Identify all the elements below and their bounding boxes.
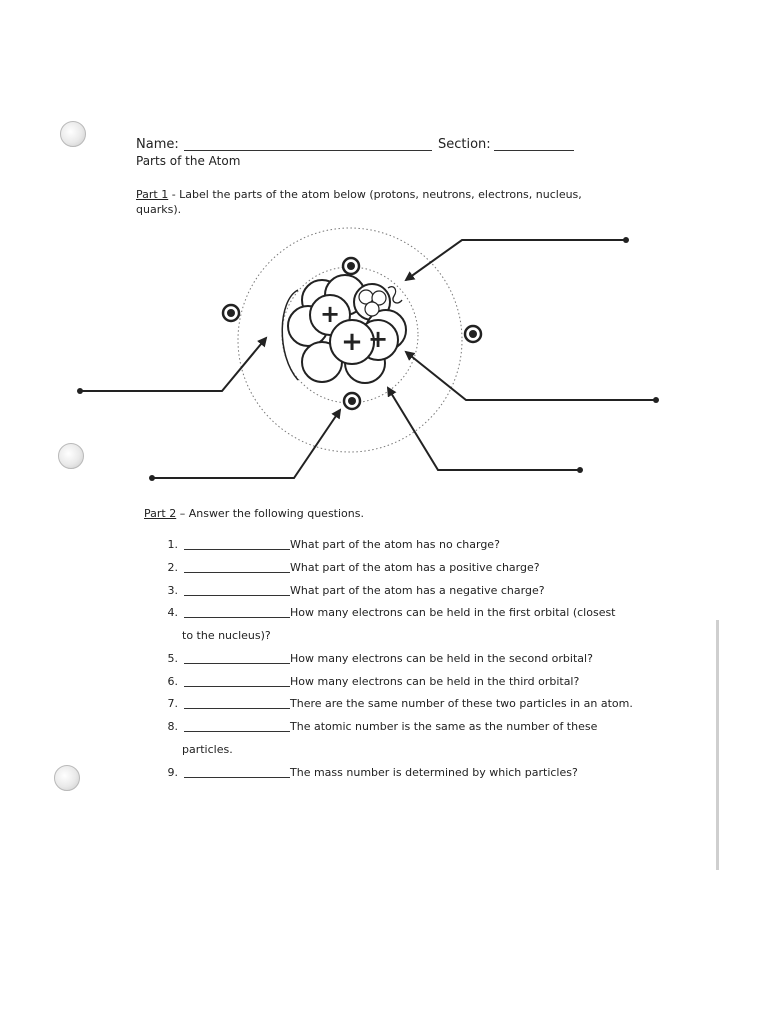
question-text: What part of the atom has a positive charge? [290,561,540,574]
electron [344,393,360,409]
answer-blank[interactable] [184,595,290,596]
part1-instructions-a: - Label the parts of the atom below (protons, neutrons, electrons, nucleus, [168,188,582,201]
proton-plus-sign: + [319,300,341,328]
question-continuation: to the nucleus)? [182,629,271,642]
label-endpoint [653,397,659,403]
worksheet-title: Parts of the Atom [136,154,241,168]
name-label: Name: [136,137,179,152]
question-text: How many electrons can be held in the third orbital? [290,675,580,688]
label-line-bottom-left [152,410,340,478]
section-label: Section: [438,137,491,152]
question-number: 9. [167,766,178,779]
question-number: 3. [167,584,178,597]
question-number: 8. [167,720,178,733]
part2-instructions [144,507,364,520]
answer-blank[interactable] [184,708,290,709]
answer-blank[interactable] [184,777,290,778]
answer-blank[interactable] [184,572,290,573]
part1-instructions-b: quarks). [136,203,182,216]
question-text: There are the same number of these two particles in an atom. [290,697,633,710]
electron [465,326,481,342]
question-number: 6. [167,675,178,688]
question-text: How many electrons can be held in the first orbital (closest [290,606,616,619]
question-text: The mass number is determined by which particles? [290,766,578,779]
label-endpoint [149,475,155,481]
question-number: 4. [167,606,178,619]
question-text: How many electrons can be held in the second orbital? [290,652,593,665]
question-number: 1. [167,538,178,551]
quark [365,302,379,316]
label-endpoint [577,467,583,473]
question-number: 2. [167,561,178,574]
answer-blank[interactable] [184,731,290,732]
answer-blank[interactable] [184,686,290,687]
electron [223,305,239,321]
question-text: The atomic number is the same as the number of these [290,720,598,733]
part2-instructions-text: – Answer the following questions. [176,507,364,520]
question-text: What part of the atom has no charge? [290,538,500,551]
label-endpoint [623,237,629,243]
answer-blank[interactable] [184,549,290,550]
proton-plus-sign: + [341,327,363,357]
part1-heading: Part 1 [136,188,169,201]
part2-heading: Part 2 [144,507,177,520]
question-continuation: particles. [182,743,233,756]
question-number: 5. [167,652,178,665]
label-endpoint [77,388,83,394]
electron [343,258,359,274]
answer-blank[interactable] [184,663,290,664]
label-line-right [406,352,656,400]
answer-blank[interactable] [184,617,290,618]
question-number: 7. [167,697,178,710]
proton-plus-sign: + [367,325,389,353]
question-text: What part of the atom has a negative charge? [290,584,545,597]
label-line-top-right [406,240,626,280]
